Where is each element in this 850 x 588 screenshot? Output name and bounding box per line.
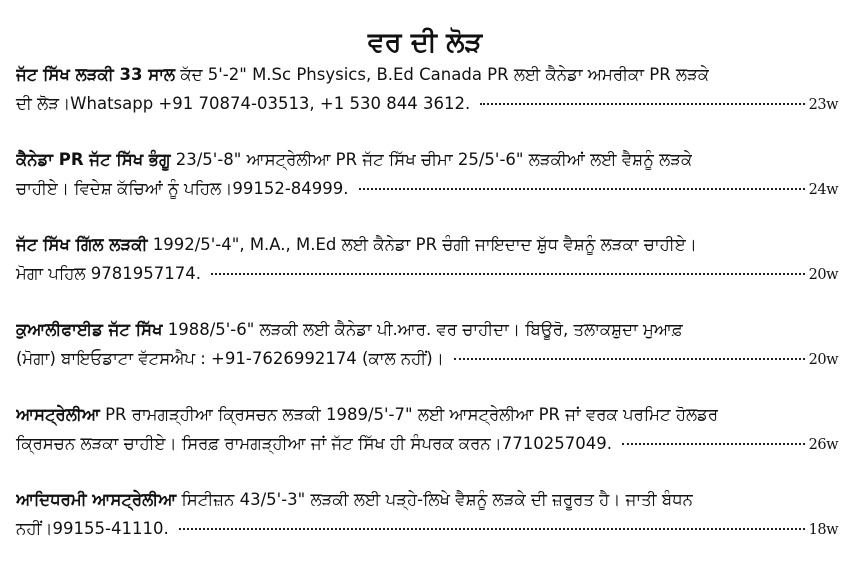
ad-line-1: [16, 485, 838, 514]
dotted-leader: [211, 273, 805, 275]
ad-line-1: [16, 315, 838, 344]
ad-code: 23w: [808, 97, 838, 113]
ad-contact: (ਮੋਗਾ) ਬਾਇਓਡਾਟਾ ਵੱਟਸਐਪ : +91-7626992174 (ਕਾਲ ਨਹੀਂ)।: [16, 349, 444, 368]
classified-ad: [16, 230, 838, 290]
page-title: ਵਰ ਦੀ ਲੋੜ: [367, 27, 483, 58]
ad-code: 24w: [808, 182, 838, 198]
ad-body: PR ਰਾਮਗੜ੍ਹੀਆ ਕ੍ਰਿਸਚਨ ਲੜਕੀ 1989/5'-7" ਲਈ ਆਸਟ੍ਰੇਲੀਆ PR ਜਾਂ ਵਰਕ ਪਰਮਿਟ ਹੋਲਡਰ: [99, 405, 719, 424]
ad-contact: ਚਾਹੀਏ। ਵਿਦੇਸ਼ ਕੱਚਿਆਂ ਨੂੰ ਪਹਿਲ।99152-84999.: [16, 179, 349, 198]
ad-contact: ਕ੍ਰਿਸਚਨ ਲੜਕਾ ਚਾਹੀਏ। ਸਿਰਫ਼ ਰਾਮਗੜ੍ਹੀਆ ਜਾਂ ਜੱਟ ਸਿੱਖ ਹੀ ਸੰਪਰਕ ਕਰਨ।7710257049.: [16, 434, 612, 453]
ad-line-2: [16, 89, 838, 120]
dotted-leader: [454, 358, 805, 360]
ad-body: 1992/5'-4", M.A., M.Ed ਲਈ ਕੈਨੇਡਾ PR ਚੰਗੀ ਜਾਇਦਾਦ ਸ਼ੁੱਧ ਵੈਸ਼ਨੂੰ ਲੜਕਾ ਚਾਹੀਏ।: [147, 235, 697, 254]
ad-code: 20w: [808, 267, 838, 283]
ad-line-2: [16, 514, 838, 545]
ad-text: [16, 400, 718, 429]
ad-code: 20w: [808, 352, 838, 368]
ad-contact: ਨਹੀਂ।99155-41110.: [16, 519, 169, 538]
classified-ad: [16, 400, 838, 460]
ad-lead: ਜੱਟ ਸਿੱਖ ਗਿੱਲ ਲੜਕੀ: [16, 235, 148, 254]
ad-line-2: [16, 174, 838, 205]
dotted-leader: [359, 188, 805, 190]
ad-line-2: [16, 259, 838, 290]
ad-lead: ਆਸਟ੍ਰੇਲੀਆ: [16, 405, 100, 424]
classified-ad: [16, 60, 838, 120]
ad-body: ਕੱਦ 5'-2" M.Sc Phsysics, B.Ed Canada PR ਲਈ ਕੈਨੇਡਾ ਅਮਰੀਕਾ PR ਲੜਕੇ: [175, 65, 710, 84]
ad-contact: ਦੀ ਲੋੜ।Whatsapp +91 70874-03513, +1 530 844 3612.: [16, 94, 471, 113]
ad-text: [16, 315, 683, 344]
ad-text: [16, 485, 693, 514]
ad-line-1: [16, 60, 838, 89]
ad-contact: ਮੋਗਾ ਪਹਿਲ 9781957174.: [16, 264, 202, 283]
ad-body: 23/5'-8" ਆਸਟ੍ਰੇਲੀਆ PR ਜੱਟ ਸਿੱਖ ਚੀਮਾ 25/5'-6" ਲੜਕੀਆਂ ਲਈ ਵੈਸ਼ਨੂੰ ਲੜਕੇ: [170, 150, 693, 169]
ad-body: ਸਿਟੀਜ਼ਨ 43/5'-3" ਲੜਕੀ ਲਈ ਪੜ੍ਹੇ-ਲਿਖੇ ਵੈਸ਼ਨੂੰ ਲੜਕੇ ਦੀ ਜ਼ਰੂਰਤ ਹੈ। ਜਾਤੀ ਬੰਧਨ: [176, 490, 693, 509]
ad-text: [16, 60, 709, 89]
dotted-leader: [480, 103, 804, 105]
dotted-leader: [622, 443, 805, 445]
dotted-leader: [179, 528, 805, 530]
classified-ad: [16, 485, 838, 545]
ad-lead: ਕੈਨੇਡਾ PR ਜੱਟ ਸਿੱਖ ਭੰਗੂ: [16, 150, 171, 169]
ad-code: 18w: [808, 522, 838, 538]
ad-text: [16, 230, 697, 259]
ad-line-1: [16, 400, 838, 429]
ad-lead: ਕੁਆਲੀਫਾਈਡ ਜੱਟ ਸਿੱਖ: [16, 320, 163, 339]
classified-ad: [16, 145, 838, 205]
ad-line-1: [16, 230, 838, 259]
ad-line-2: [16, 429, 838, 460]
ad-lead: ਜੱਟ ਸਿੱਖ ਲੜਕੀ 33 ਸਾਲ: [16, 65, 176, 84]
ad-text: [16, 145, 692, 174]
ad-code: 26w: [808, 437, 838, 453]
ad-line-1: [16, 145, 838, 174]
classified-ad: [16, 315, 838, 375]
ad-line-2: [16, 344, 838, 375]
ad-body: 1988/5'-6" ਲੜਕੀ ਲਈ ਕੈਨੇਡਾ ਪੀ.ਆਰ. ਵਰ ਚਾਹੀਦਾ। ਬਿਊਰੋ, ਤਲਾਕਸ਼ੁਦਾ ਮੁਆਫ਼: [162, 320, 683, 339]
ad-lead: ਆਦਿਧਰਮੀ ਆਸਟ੍ਰੇਲੀਆ: [16, 490, 177, 509]
